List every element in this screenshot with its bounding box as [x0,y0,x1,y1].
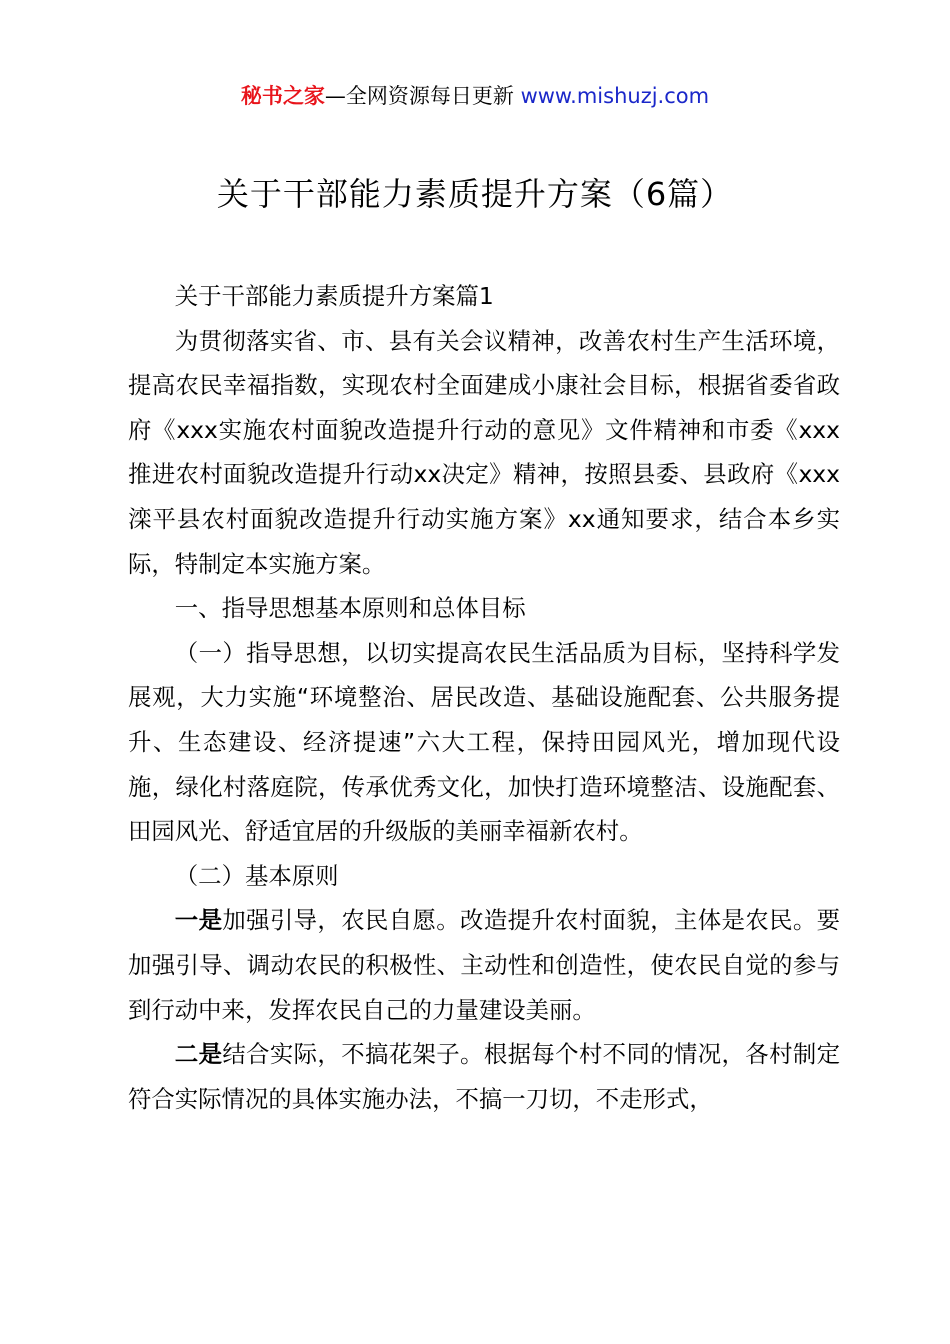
paragraph-intro: 为贯彻落实省、市、县有关会议精神，改善农村生产生活环境，提高农民幸福指数，实现农村全面建成小康社会目标，根据省委省政府《xxx实施农村面貌改造提升行动的意见》文件精神和市委《xxx推进农村面貌改造提升行动xx决定》精神，按照县委、县政府《xxx滦平县农村面貌改造提升行动实施方案》xx通知要求，结合本乡实际，特制定本实施方案。 [128,326,840,578]
section-title: 关于干部能力素质提升方案篇1 [174,282,494,310]
paragraph-guiding-ideology: （一）指导思想，以切实提高农民生活品质为目标，坚持科学发展观，大力实施“环境整治、居民改造、基础设施配套、公共服务提升、生态建设、经济提速”六大工程，保持田园风光，增加现代设施，绿化村落庭院，传承优秀文化，加快打造环境整洁、设施配套、田园风光、舒适宜居的升级版的美丽幸福新农村。 [128,638,840,846]
principle-text: 加强引导，农民自愿。改造提升农村面貌，主体是农民。要加强引导、调动农民的积极性、主动性和创造性，使农民自觉的参与到行动中来，发挥农民自己的力量建设美丽。 [128,906,841,1024]
principle-lead: 二是 [174,1040,223,1069]
section-heading: 一、指导思想基本原则和总体目标 [174,594,526,623]
site-url-link[interactable]: www.mishuzj.com [520,84,710,108]
document-title: 关于干部能力素质提升方案（6篇） [216,175,734,213]
subsection-heading: （二）基本原则 [174,861,339,890]
paragraph-principle-1 [128,898,840,1032]
site-header [0,82,950,110]
site-brand: 秘书之家 [240,84,325,108]
paragraph-principle-2 [128,1032,840,1121]
document-body [128,274,840,1121]
principle-text: 结合实际，不搞花架子。根据每个村不同的情况，各村制定符合实际情况的具体实施办法，不搞一刀切，不走形式， [128,1040,841,1113]
site-tagline: —全网资源每日更新 [324,84,521,108]
principle-lead: 一是 [174,906,223,935]
